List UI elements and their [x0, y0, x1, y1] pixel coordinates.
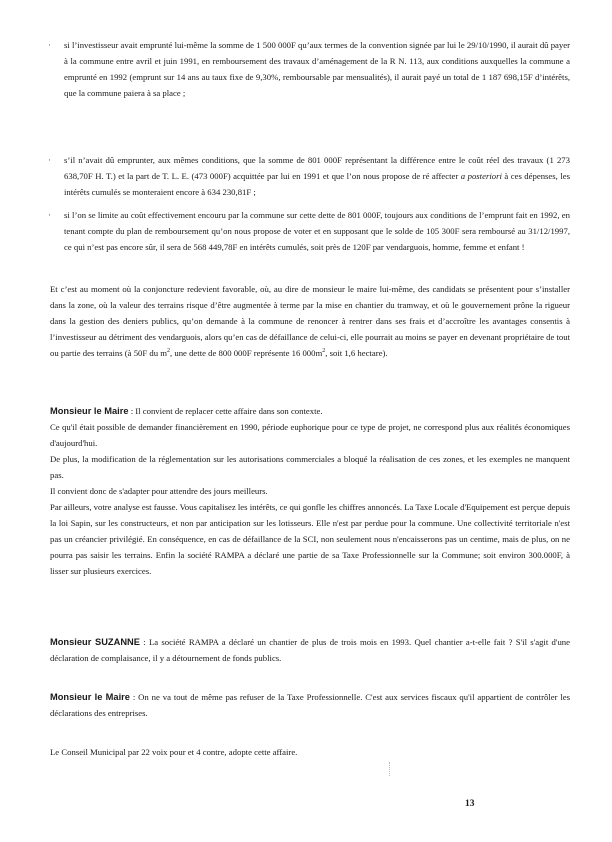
speaker-name: Monsieur le Maire	[50, 406, 129, 416]
bullet-marker: ·	[48, 210, 51, 220]
bullet-item-3	[50, 207, 570, 255]
statement-line: Il convient donc de s'adapter pour attendre des jours meilleurs.	[50, 486, 268, 496]
suzanne-statement	[50, 634, 570, 666]
statement-text: : On ne va tout de même pas refuser de la Taxe Professionnelle. C'est aux services fiscaux qu'il appartient de contrôler les déclarations des entreprises.	[50, 692, 571, 718]
statement-line	[50, 403, 570, 419]
closing-paragraph	[50, 281, 570, 361]
vote-result: Le Conseil Municipal par 22 voix pour et 4 contre, adopte cette affaire.	[50, 747, 298, 757]
scan-mark	[389, 762, 391, 776]
statement-line: Par ailleurs, votre analyse est fausse. Vous capitalisez les intérêts, ce qui gonfle les chiffres annoncés. La Taxe Locale d'Equipement est perçue depuis la loi Sapin, sur les constructeurs, et non par anticipation sur les lotisseurs. Elle n'est par perdue pour la commune. Une collectivité territoriale n'est pas un créancier privilégié. En conséquence, en cas de défaillance de la SCI, non seulement nous n'encaisserons pas un centime, mais de plus, on ne pourra pas saisir les terrains. Enfin la société RAMPA a déclaré une partie de sa Taxe Professionnelle sur la Commune; soit environ 300.000F, à lisser sur plusieurs exercices.	[50, 502, 570, 576]
bullet-text	[64, 152, 570, 200]
statement-line: Ce qu'il était possible de demander financièrement en 1990, période euphorique pour ce type de projet, ne correspond plus aux réalités économiques d'aujourd'hui.	[50, 422, 570, 448]
bullet-text-part: s’il n’avait dû emprunter, aux mêmes conditions, que la somme de 801 000F représentant la différence entre le coût réel des travaux (1 273 638,70F H. T.) et la part de T. L. E. (473 000F) acquittée par lui en 1991 et que l’on nous propose de ré affecter	[64, 155, 570, 181]
statement-text: : La société RAMPA a déclaré un chantier de plus de trois mois en 1993. Quel chantier a-t-elle fait ? S'il s'agit d'une déclaration de complaisance, il y a détournement de fonds publics.	[50, 637, 571, 663]
page-number: 13	[465, 799, 475, 809]
superscript: 2	[167, 348, 171, 355]
bullet-marker: ·	[48, 155, 51, 165]
paragraph-text: Et c’est au moment où la conjoncture redevient favorable, où, au dire de monsieur le maire lui-même, des candidats se présentent pour s’installer dans la zone, où la valeur des terrains risque d’être augmentée à terme par la mise en chantier du tramway, et où le gouvernement prône la rigueur dans la gestion des deniers publics, qu’on demande à la commune de renoncer à rentrer dans ses frais et d’accroître les avantages consentis à l’investisseur au détriment des vendarguois, alors qu’en cas de défaillance de celui-ci, elle pourrait au moins se payer en devenant propriétaire de tout ou partie des terrains (à 50F du m	[50, 284, 570, 358]
bullet-text: si l’on se limite au coût effectivement encouru par la commune sur cette dette de 801 000F, toujours aux conditions de l’emprunt fait en 1992, en tenant compte du plan de remboursement qu’on nous propose de voter et en supposant que le solde de 105 300F sera remboursé au 31/12/1997, ce qui n’est pas encore sûr, il sera de 568 449,78F en intérêts cumulés, soit près de 120F par vendarguois, homme, femme et enfant !	[64, 210, 570, 252]
speaker-name: Monsieur SUZANNE	[50, 637, 140, 647]
bullet-text-part: à ces dépenses, les intérêts cumulés se monteraient encore à 634 230,81F ;	[64, 171, 570, 197]
maire-statement-1	[50, 403, 570, 579]
bullet-item-2	[50, 152, 570, 200]
paragraph-text: , soit 1,6 hectare).	[325, 348, 388, 358]
bullet-marker: ·	[48, 40, 51, 50]
bullet-item-1	[50, 37, 570, 101]
bullet-text-italic: a posteriori	[460, 171, 502, 181]
paragraph-text: , une dette de 800 000F représente 16 000m	[170, 348, 323, 358]
superscript: 2	[322, 348, 326, 355]
speaker-name: Monsieur le Maire	[50, 692, 130, 702]
maire-statement-2	[50, 689, 570, 721]
statement-text: : Il convient de replacer cette affaire dans son contexte.	[128, 406, 323, 416]
statement-line: De plus, la modification de la réglementation sur les autorisations commerciales a bloqué la réalisation de ces zones, et les exemples ne manquent pas.	[50, 454, 570, 480]
bullet-text: si l’investisseur avait emprunté lui-même la somme de 1 500 000F qu’aux termes de la convention signée par lui le 29/10/1990, il aurait dû payer à la commune entre avril et juin 1991, en remboursement des travaux d’aménagement de la R N. 113, aux conditions auxquelles la commune a emprunté en 1992 (emprunt sur 14 ans au taux fixe de 9,30%, remboursable par mensualités), il aurait payé un total de 1 187 698,15F d’intérêts, que la commune paiera à sa place ;	[64, 40, 570, 98]
